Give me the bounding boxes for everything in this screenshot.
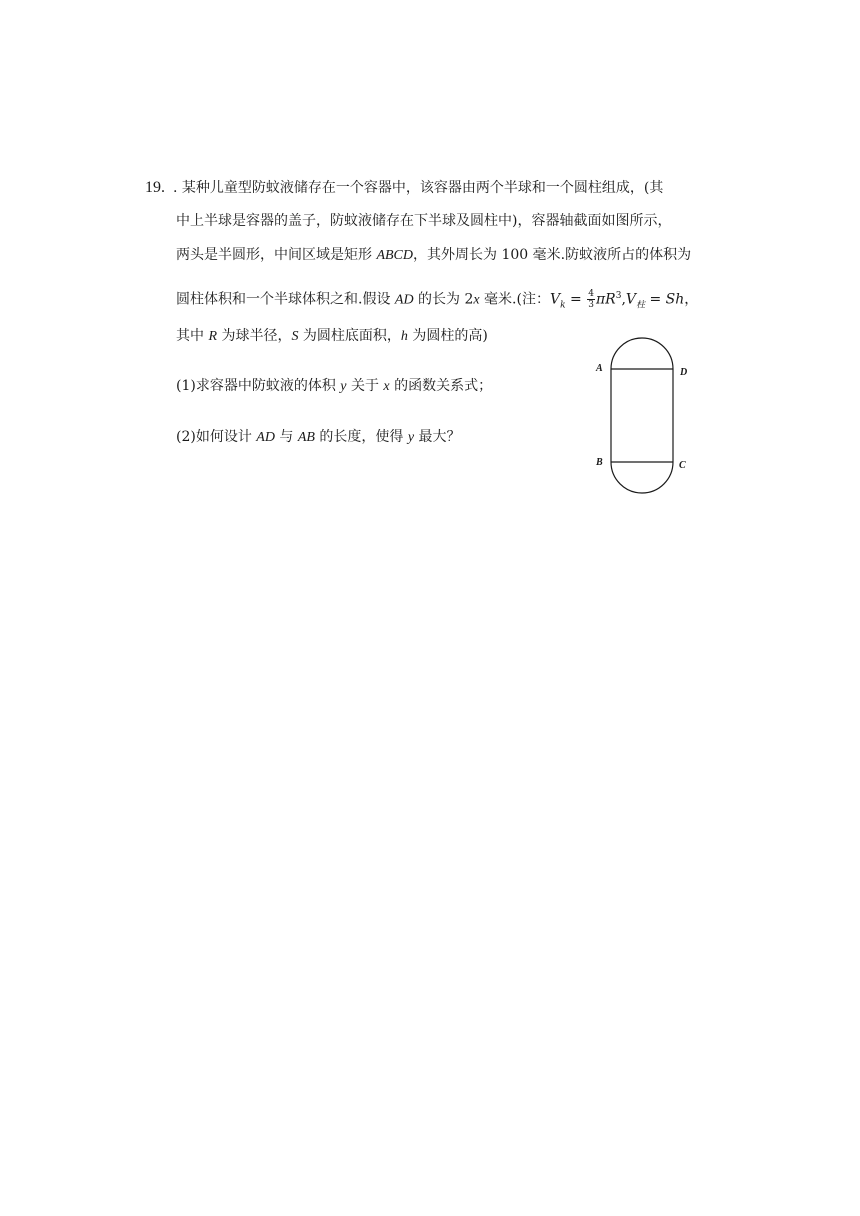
segment-label: AB [297,430,315,445]
label-a: A [596,363,603,374]
text: 的函数关系式； [389,378,493,394]
problem-line-3 [176,243,691,268]
segment-label: AD [256,430,275,445]
text: , [621,291,626,308]
rect-label: ABCD [376,248,414,263]
problem-line-2 [176,209,671,233]
formula-eq: = [645,291,666,308]
variable: R [208,329,218,344]
text: 中上半球是容器的盖子，防蚊液储存在下半球及圆柱中)，容器轴截面如图所示， [176,213,672,229]
text: 毫米.(注： [479,291,550,308]
formula-eq: = [565,291,587,308]
text: (2)如何设计 [176,429,257,445]
sub-question-2 [176,425,461,450]
text: 的长度，使得 [314,429,408,445]
variable: x [383,379,390,394]
text: 最大？ [414,429,461,445]
text: 圆柱体积和一个半球体积之和.假设 [176,291,395,308]
text: 与 [274,429,298,445]
text: (1)求容器中防蚊液的体积 [176,378,341,394]
variable: S [291,329,299,344]
text: 的长为 2 [413,291,474,308]
text: 两头是半圆形，中间区域是矩形 [176,247,377,263]
sub-question-1 [176,374,492,399]
exponent: 3 [615,291,622,301]
formula-var: V [625,291,637,308]
container-outline [611,338,673,493]
problem-line-5 [176,324,488,349]
text: 为圆柱的高) [407,328,488,344]
problem-line-1 [173,176,663,200]
label-b: B [596,457,603,468]
question-number: 19. [145,179,165,196]
fraction [587,289,595,310]
numerator: 4 [588,289,594,300]
denominator: 3 [588,300,594,311]
formula-var: πR [595,291,616,308]
text: ，其外周长为 100 毫米.防蚊液所占的体积为 [413,247,692,263]
formula-sub: 柱 [636,300,646,311]
text: 为圆柱底面积， [298,328,401,344]
container-cross-section-figure [590,335,700,500]
variable: h [400,329,408,344]
label-c: C [679,460,686,471]
variable: x [473,292,480,308]
text: 其中 [176,328,209,344]
text: . 某种儿童型防蚊液储存在一个容器中，该容器由两个半球和一个圆柱组成，(其 [173,180,664,196]
variable: y [340,379,347,394]
formula-sub: k [560,300,566,311]
text: ， [684,291,699,308]
segment-label: AD [394,292,414,308]
formula-var: Sh [665,291,685,308]
problem-line-4 [176,284,698,317]
variable: y [407,430,415,445]
text: 关于 [346,378,384,394]
text: 为球半径， [217,328,292,344]
label-d: D [680,367,688,378]
formula-var: V [549,291,561,308]
